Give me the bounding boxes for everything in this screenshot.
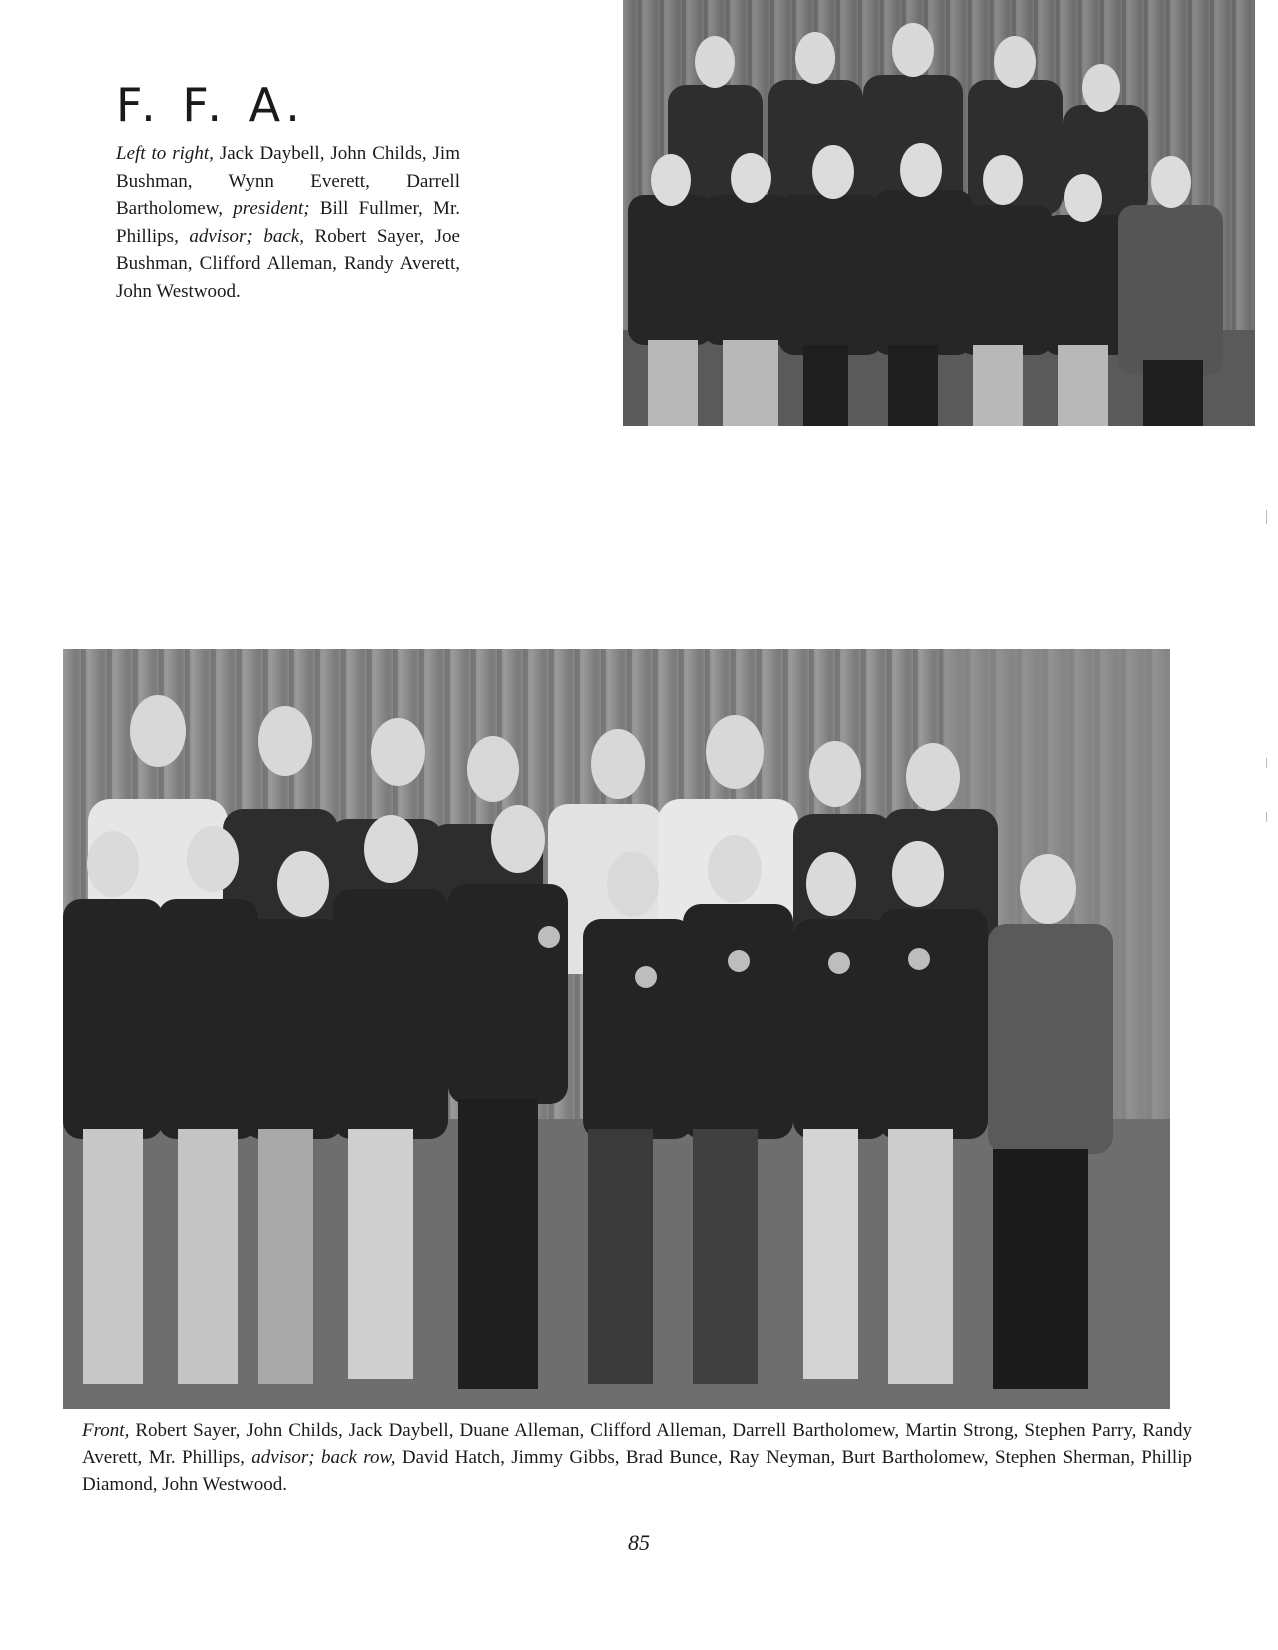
- bottom-photo-caption: [82, 1417, 1192, 1498]
- page-title: F. F. A.: [116, 78, 306, 132]
- caption-names: Robert Sayer, John Childs, Jack Daybell, Duane Alleman, Clifford Alleman, Darrell Bartholomew, Martin Strong, Stephen Parry, Randy Averett, Mr. Phillips,: [82, 1420, 1192, 1468]
- caption-role: advisor; back row,: [251, 1447, 396, 1468]
- caption-names: David Hatch, Jimmy Gibbs, Brad Bunce, Ray Neyman, Burt Bartholomew, Stephen Sherman, Phillip Diamond, John Westwood.: [82, 1447, 1192, 1495]
- caption-names: Robert Sayer, Joe Bushman, Clifford Alleman, Randy Averett, John Westwood.: [116, 225, 460, 302]
- caption-role: advisor; back,: [189, 225, 304, 247]
- scan-edge-mark: [1266, 812, 1267, 822]
- top-photo-caption: [116, 140, 460, 306]
- caption-lead: Left to right,: [116, 143, 214, 164]
- chapter-group-photo: [63, 649, 1170, 1409]
- caption-names: Jack Daybell, John Childs, Jim Bushman, Wynn Everett, Darrell Bartholomew,: [116, 143, 460, 220]
- chapter-photo-image: [63, 649, 1170, 1409]
- page-number: 85: [628, 1530, 650, 1555]
- scan-edge-mark: [1266, 510, 1267, 524]
- officers-photo-image: [623, 0, 1255, 426]
- scan-edge-mark: [1266, 758, 1267, 768]
- caption-role: president;: [233, 198, 310, 220]
- caption-lead: Front,: [82, 1420, 130, 1441]
- officers-group-photo: [623, 0, 1255, 426]
- caption-names: Bill Fullmer, Mr. Phillips,: [116, 198, 460, 247]
